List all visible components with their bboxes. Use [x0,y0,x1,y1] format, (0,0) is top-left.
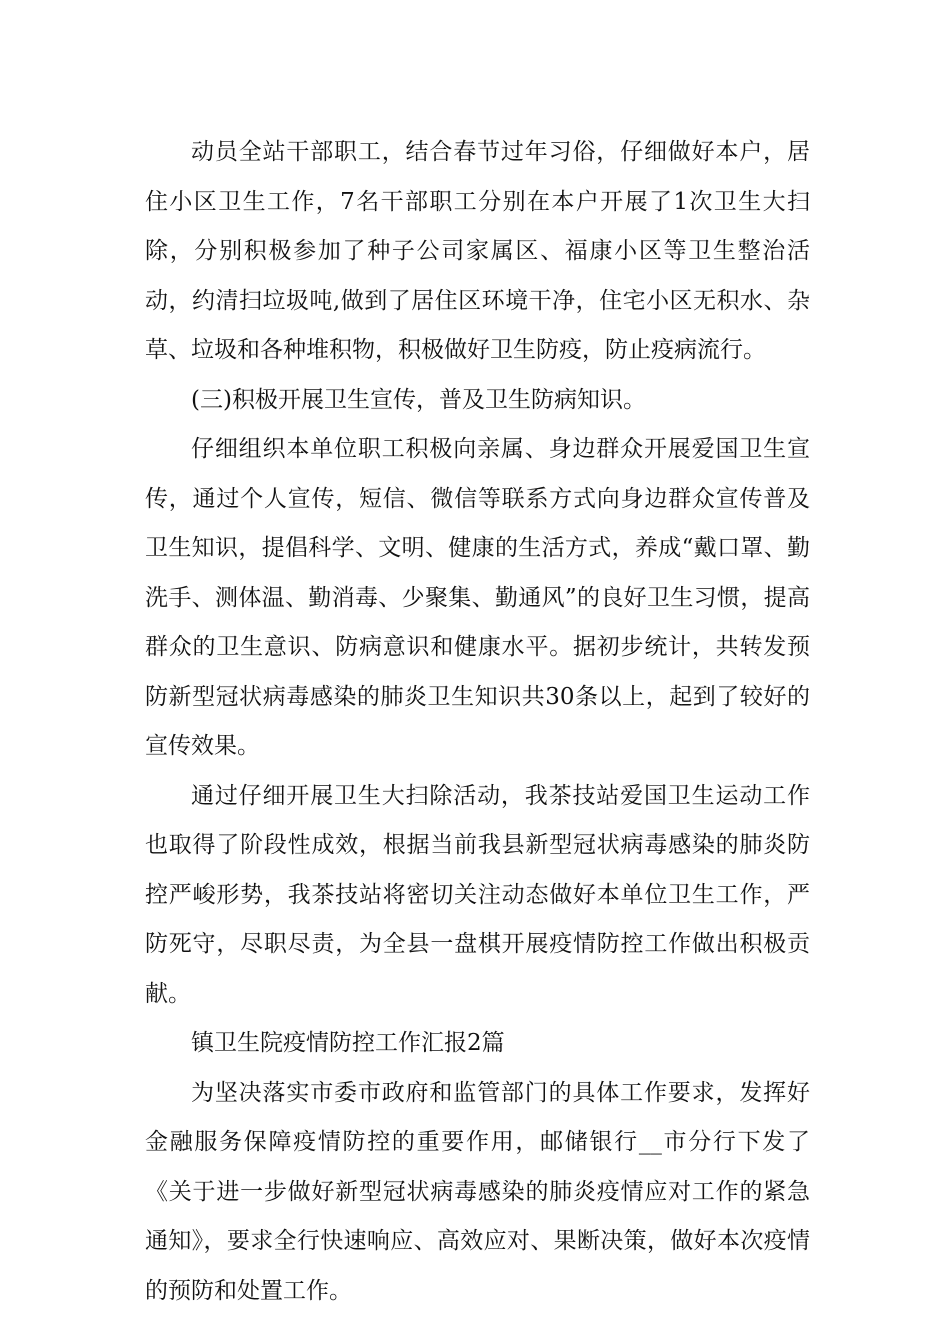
section-heading-publicity: (三)积极开展卫生宣传，普及卫生防病知识。 [191,386,646,413]
paragraph-health-publicity: 仔细组织本单位职工积极向亲属、身边群众开展爱国卫生宣传，通过个人宣传，短信、微信等联系方式向身边群众宣传普及卫生知识，提倡科学、文明、健康的生活方式，养成“戴口罩、勤洗手、测体温、勤消毒、少聚集、勤通风”的良好卫生习惯，提高群众的卫生意识、防病意识和健康水平。据初步统计，共转发预防新型冠状病毒感染的肺炎卫生知识共30条以上，起到了较好的宣传效果。 [145,436,810,759]
paragraph-bank-notice: 为坚决落实市委市政府和监管部门的具体工作要求，发挥好金融服务保障疫情防控的重要作用，邮储银行__市分行下发了《关于进一步做好新型冠状病毒感染的肺炎疫情应对工作的紧急通知》，要求全行快速响应、高效应对、果断决策，做好本次疫情的预防和处置工作。 [145,1079,810,1304]
paragraph-results: 通过仔细开展卫生大扫除活动，我茶技站爱国卫生运动工作也取得了阶段性成效，根据当前我县新型冠状病毒感染的肺炎防控严峻形势，我茶技站将密切关注动态做好本单位卫生工作，严防死守，尽职尽责，为全县一盘棋开展疫情防控工作做出积极贡献。 [145,782,810,1007]
paragraph-household-cleanup: 动员全站干部职工，结合春节过年习俗，仔细做好本户，居住小区卫生工作，7名干部职工分别在本户开展了1次卫生大扫除，分别积极参加了种子公司家属区、福康小区等卫生整治活动，约清扫垃圾吨,做到了居住区环境干净，住宅小区无积水、杂草、垃圾和各种堆积物，积极做好卫生防疫，防止疫病流行。 [145,139,810,363]
document-title-line: 镇卫生院疫情防控工作汇报2篇 [191,1030,505,1056]
document-body [145,128,810,1316]
